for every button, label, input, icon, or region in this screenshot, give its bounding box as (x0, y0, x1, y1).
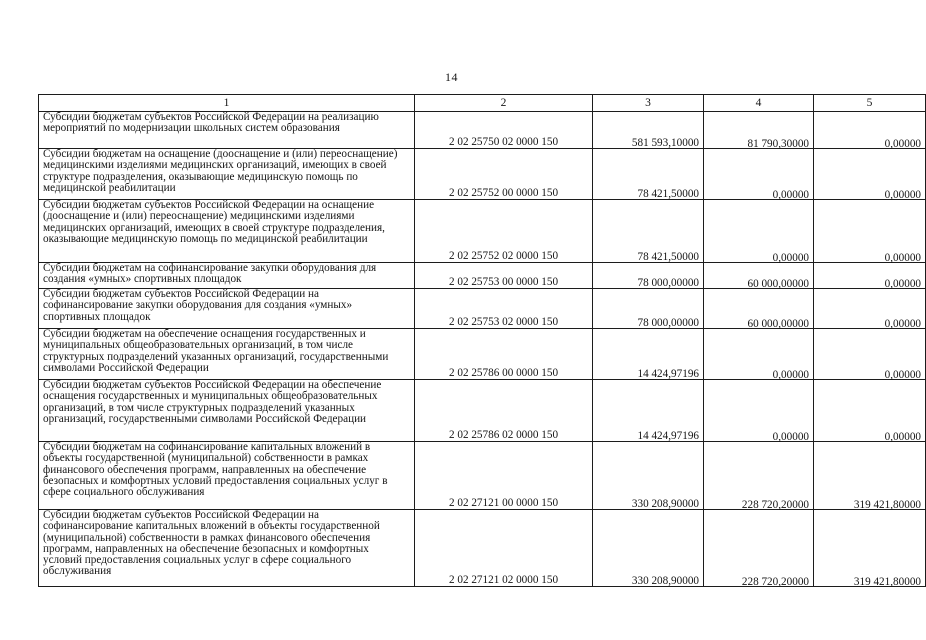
row-description: Субсидии бюджетам субъектов Российской Федерации на софинансирование закупки оборудования для создания «умных» спортивных площадок (39, 289, 415, 329)
row-value-col4 (704, 289, 814, 329)
value-text: 0,00000 (772, 368, 809, 381)
row-description: Субсидии бюджетам субъектов Российской Федерации на софинансирование капитальных вложений в объекты государственной (муниципальной) собственности в рамках финансового обеспечения программ, направленных на обеспечение безопасных и комфортных условий предоставления социальных услуг в сфере социального обслуживания (39, 510, 415, 587)
column-header-4: 4 (704, 95, 814, 112)
row-value-col5 (814, 149, 926, 200)
row-value-col4 (704, 329, 814, 380)
row-value-col3 (593, 112, 704, 149)
row-value-col3 (593, 200, 704, 263)
row-code: 2 02 25753 02 0000 150 (415, 289, 593, 329)
row-value-col3 (593, 149, 704, 200)
row-code: 2 02 25750 02 0000 150 (415, 112, 593, 149)
row-value-col5 (814, 289, 926, 329)
row-value-col5 (814, 442, 926, 510)
table-row (39, 380, 926, 442)
value-text: 78 421,50000 (637, 250, 699, 263)
value-text: 0,00000 (772, 430, 809, 443)
table-row (39, 200, 926, 263)
value-text: 0,00000 (772, 251, 809, 264)
row-description: Субсидии бюджетам субъектов Российской Федерации на обеспечение оснащения государственных и муниципальных общеобразовательных организаций, в том числе структурных подразделений указанных организаций, государственными символами Российской Федерации (39, 380, 415, 442)
row-code: 2 02 27121 00 0000 150 (415, 442, 593, 510)
row-code: 2 02 25752 02 0000 150 (415, 200, 593, 263)
value-text: 14 424,97196 (637, 429, 699, 442)
row-description: Субсидии бюджетам на обеспечение оснащения государственных и муниципальных общеобразовательных организаций, в том числе структурных подразделений указанных организаций, государственными символами Российской Федерации (39, 329, 415, 380)
value-text: 0,00000 (884, 430, 921, 443)
row-value-col3 (593, 380, 704, 442)
value-text: 0,00000 (884, 188, 921, 201)
row-value-col4 (704, 200, 814, 263)
value-text: 60 000,00000 (747, 277, 809, 290)
row-value-col5 (814, 200, 926, 263)
table-row (39, 112, 926, 149)
column-header-2: 2 (415, 95, 593, 112)
row-value-col5 (814, 112, 926, 149)
column-header-1: 1 (39, 95, 415, 112)
row-code: 2 02 25786 02 0000 150 (415, 380, 593, 442)
row-description: Субсидии бюджетам на софинансирование капитальных вложений в объекты государственной (муниципальной) собственности в рамках финансового обеспечения программ, направленных на обеспечение безопасных и комфортных условий предоставления социальных услуг в сфере социального обслуживания (39, 442, 415, 510)
row-value-col4 (704, 112, 814, 149)
value-text: 78 421,50000 (637, 187, 699, 200)
value-text: 81 790,30000 (747, 137, 809, 150)
value-text: 330 208,90000 (631, 497, 699, 510)
value-text: 0,00000 (884, 137, 921, 150)
table-row (39, 510, 926, 587)
row-value-col3 (593, 289, 704, 329)
row-value-col4 (704, 380, 814, 442)
table-row (39, 263, 926, 289)
table-body (39, 112, 926, 587)
row-value-col3 (593, 510, 704, 587)
value-text: 319 421,80000 (853, 575, 921, 588)
column-header-5: 5 (814, 95, 926, 112)
value-text: 60 000,00000 (747, 317, 809, 330)
row-value-col4 (704, 442, 814, 510)
value-text: 78 000,00000 (637, 276, 699, 289)
row-code: 2 02 27121 02 0000 150 (415, 510, 593, 587)
row-description: Субсидии бюджетам на софинансирование закупки оборудования для создания «умных» спортивных площадок (39, 263, 415, 289)
value-text: 0,00000 (884, 277, 921, 290)
table-row (39, 289, 926, 329)
value-text: 0,00000 (772, 188, 809, 201)
table-row (39, 329, 926, 380)
row-code: 2 02 25753 00 0000 150 (415, 263, 593, 289)
row-value-col5 (814, 510, 926, 587)
table-row (39, 149, 926, 200)
row-description: Субсидии бюджетам субъектов Российской Федерации на реализацию мероприятий по модернизации школьных систем образования (39, 112, 415, 149)
row-code: 2 02 25786 00 0000 150 (415, 329, 593, 380)
row-value-col5 (814, 329, 926, 380)
page-number: 14 (445, 70, 458, 84)
row-value-col4 (704, 149, 814, 200)
value-text: 14 424,97196 (637, 367, 699, 380)
row-value-col3 (593, 263, 704, 289)
value-text: 0,00000 (884, 251, 921, 264)
budget-table (38, 94, 926, 587)
value-text: 319 421,80000 (853, 498, 921, 511)
row-value-col3 (593, 442, 704, 510)
row-value-col4 (704, 263, 814, 289)
value-text: 228 720,20000 (741, 575, 809, 588)
value-text: 0,00000 (884, 368, 921, 381)
row-value-col4 (704, 510, 814, 587)
value-text: 330 208,90000 (631, 574, 699, 587)
row-description: Субсидии бюджетам субъектов Российской Федерации на оснащение (дооснащение и (или) переоснащение) медицинскими изделиями медицинских организаций, имеющих в своей структуре подразделения, оказывающие медицинскую помощь по медицинской реабилитации (39, 200, 415, 263)
value-text: 581 593,10000 (631, 136, 699, 149)
row-value-col5 (814, 380, 926, 442)
value-text: 78 000,00000 (637, 316, 699, 329)
row-description: Субсидии бюджетам на оснащение (дооснащение и (или) переоснащение) медицинскими изделиями медицинских организаций, имеющих в своей структуре подразделения, оказывающие медицинскую помощь по медицинской реабилитации (39, 149, 415, 200)
row-value-col5 (814, 263, 926, 289)
value-text: 0,00000 (884, 317, 921, 330)
row-code: 2 02 25752 00 0000 150 (415, 149, 593, 200)
table-header (39, 95, 926, 112)
row-value-col3 (593, 329, 704, 380)
column-header-3: 3 (593, 95, 704, 112)
header-row (39, 95, 926, 112)
value-text: 228 720,20000 (741, 498, 809, 511)
table-row (39, 442, 926, 510)
